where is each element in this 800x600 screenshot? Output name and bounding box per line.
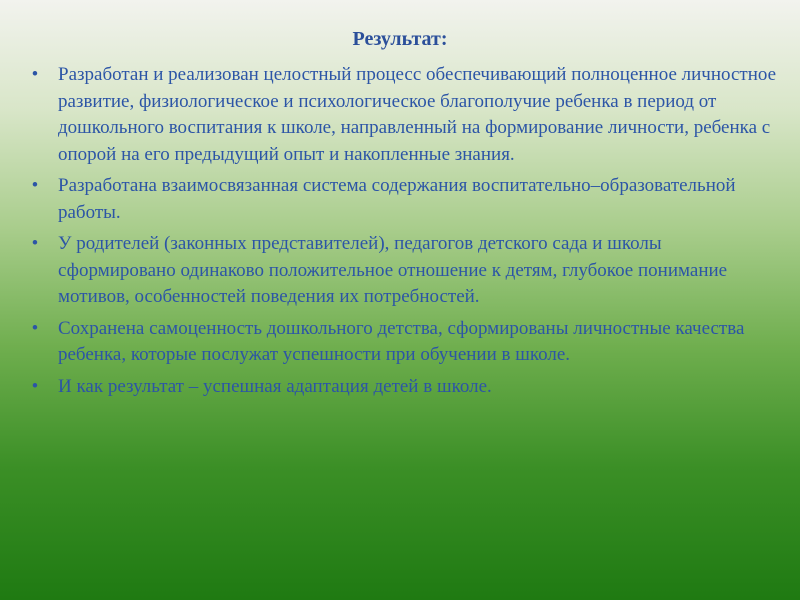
bullet-text: У родителей (законных представителей), педагогов детского сада и школы сформировано одинаково положительное отношение к детям, глубокое понимание мотивов, особенностей поведения их потребностей.	[58, 233, 728, 307]
list-item	[22, 173, 777, 226]
bullet-icon: •	[31, 64, 39, 85]
list-item	[22, 374, 777, 401]
bullet-icon: •	[31, 375, 39, 397]
bullet-text: И как результат – успешная адаптация детей в школе.	[58, 375, 492, 397]
bullet-list	[22, 62, 777, 405]
bullet-text: Разработан и реализован целостный процесс обеспечивающий полноценное личностное развитие, физиологическое и психологическое благополучие ребенка в период от дошкольного воспитания к школе, направленный на формирование личности, ребенка с опорой на его предыдущий опыт и накопленные знания.	[58, 64, 777, 165]
bullet-text: Разработана взаимосвязанная система содержания воспитательно–образовательной работы.	[58, 175, 736, 223]
slide-title: Результат:	[352, 28, 448, 50]
list-item	[22, 316, 777, 369]
list-item	[22, 62, 777, 168]
bullet-icon: •	[31, 317, 39, 339]
list-item	[22, 231, 777, 311]
bullet-icon: •	[31, 233, 39, 254]
bullet-text: Сохранена самоценность дошкольного детства, сформированы личностные качества ребенка, которые послужат успешности при обучении в школе.	[58, 317, 745, 365]
bullet-icon: •	[31, 175, 39, 196]
